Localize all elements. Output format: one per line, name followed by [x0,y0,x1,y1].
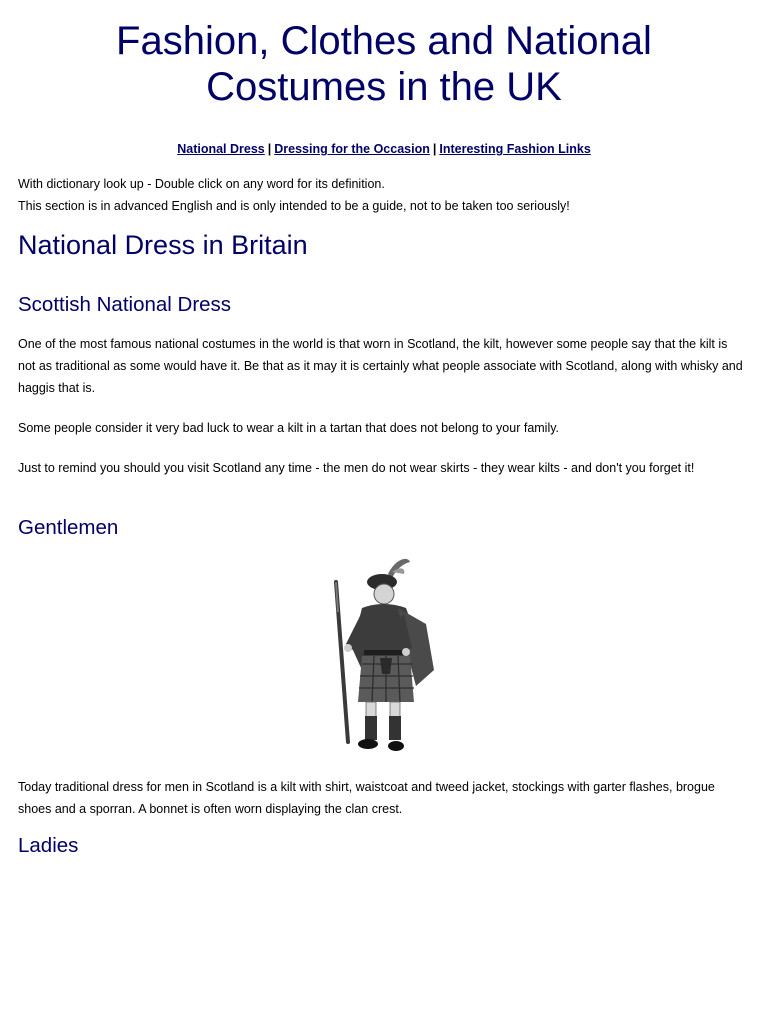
subheading-scottish-national-dress: Scottish National Dress [18,293,232,316]
paragraph-reminder: Just to remind you should you visit Scotland any time - the men do not wear skirts - they wear kilts - and don't you forget it! [18,461,695,475]
heading-ladies: Ladies [18,834,79,857]
nav-separator: | [432,142,437,156]
paragraph-bad-luck: Some people consider it very bad luck to wear a kilt in a tartan that does not belong to your family. [18,421,560,435]
page-title [60,18,708,110]
paragraph-gentlemen-dress: Today traditional dress for men in Scotland is a kilt with shirt, waistcoat and tweed jacket, stockings with garter flashes, brogue shoes and a sporran. A bonnet is often worn displaying the clan crest. [18,780,715,816]
section-heading-national-dress: National Dress in Britain [18,230,308,260]
page-title-line1: Fashion, Clothes and National [116,19,652,63]
intro-advanced-english-note: This section is in advanced English and is only intended to be a guide, not to be taken too seriously! [18,199,570,213]
nav-link-national-dress[interactable]: National Dress [177,142,265,156]
paragraph-kilt-intro: One of the most famous national costumes in the world is that worn in Scotland, the kilt, however some people say that the kilt is not as traditional as some would have it. Be that as it may it is certainly what people associate with Scotland, along with whisky and haggis that is. [18,337,743,395]
nav-link-fashion-links[interactable]: Interesting Fashion Links [439,142,591,156]
page-title-line2: Costumes in the UK [206,65,562,109]
heading-gentlemen: Gentlemen [18,516,119,539]
nav-separator: | [267,142,272,156]
top-navigation [0,140,768,158]
highland-soldier-illustration [322,552,444,754]
nav-link-dressing-for-occasion[interactable]: Dressing for the Occasion [274,142,430,156]
intro-dictionary-note: With dictionary look up - Double click on any word for its definition. [18,177,385,191]
